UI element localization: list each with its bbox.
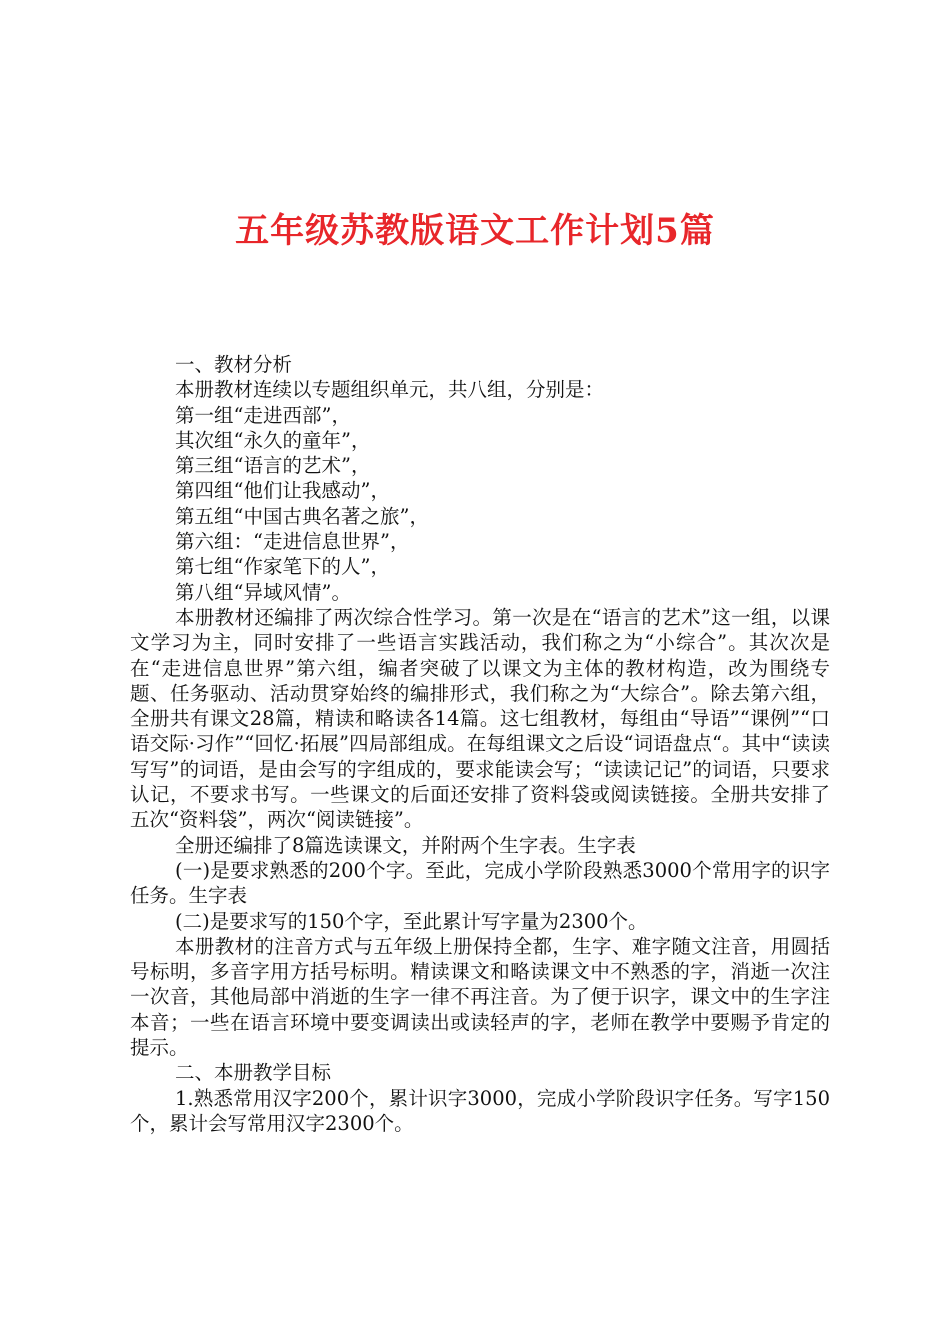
unit-group-5: 第五组“中国古典名著之旅”， (175, 504, 429, 528)
unit-group-4: 第四组“他们让我感动”， (175, 479, 390, 503)
paragraph-intro: 本册教材连续以专题组织单元，共八组，分别是： (175, 378, 605, 402)
unit-group-2: 其次组“永久的童年”， (175, 428, 371, 452)
paragraph-phonetic-notation: 本册教材的注音方式与五年级上册保持全都，生字、难字随文注音，用圆括号标明，多音字用方括号标明。精读课文和略读课文中不熟悉的字，消逝一次注一次音，其他局部中消逝的生字一律不再注音。为了便于识字，课文中的生字注本音；一些在语言环境中要变调读出或读轻声的字，老师在教学中要赐予肯定的提示。 (130, 934, 830, 1060)
unit-group-1: 第一组“走进西部”， (175, 403, 351, 427)
unit-group-8: 第八组“异域风情”。 (175, 580, 351, 604)
paragraph-goal-1: 1.熟悉常用汉字200个，累计识字3000，完成小学阶段识字任务。写字150个，累计会写常用汉字2300个。 (130, 1086, 830, 1135)
paragraph-selected-readings: 全册还编排了8篇选读课文，并附两个生字表。生字表 (175, 833, 636, 857)
paragraph-character-table-1: (一)是要求熟悉的200个字。至此，完成小学阶段熟悉3000个常用字的识字任务。生字表 (130, 858, 830, 908)
document-title: 五年级苏教版语文工作计划5篇 (235, 211, 715, 251)
section-heading-teaching-goals: 二、本册教学目标 (175, 1061, 332, 1085)
unit-group-3: 第三组“语言的艺术”， (175, 454, 371, 478)
section-heading-textbook-analysis: 一、教材分析 (175, 353, 293, 376)
unit-group-7: 第七组“作家笔下的人”， (175, 555, 390, 579)
unit-group-6: 第六组：“走进信息世界”， (175, 530, 410, 554)
paragraph-comprehensive-learning: 本册教材还编排了两次综合性学习。第一次是在“语言的艺术”这一组，以课文学习为主，同时安排了一些语言实践活动，我们称之为“小综合”。其次次是在“走进信息世界”第六组，编者突破了以课文为主体的教材构造，改为围绕专题、任务驱动、活动贯穿始终的编排形式，我们称之为“大综合”。除去第六组，全册共有课文28篇，精读和略读各14篇。这七组教材，每组由“导语”“课例”“口语交际·习作”“回忆·拓展”四局部组成。在每组课文之后设“词语盘点“。其中“读读写写”的词语，是由会写的字组成的，要求能读会写；“读读记记”的词语，只要求认记，不要求书写。一些课文的后面还安排了资料袋或阅读链接。全册共安排了五次“资料袋”，两次“阅读链接”。 (130, 605, 830, 832)
document-body (130, 352, 830, 1136)
paragraph-character-table-2: (二)是要求写的150个字，至此累计写字量为2300个。 (175, 909, 648, 933)
